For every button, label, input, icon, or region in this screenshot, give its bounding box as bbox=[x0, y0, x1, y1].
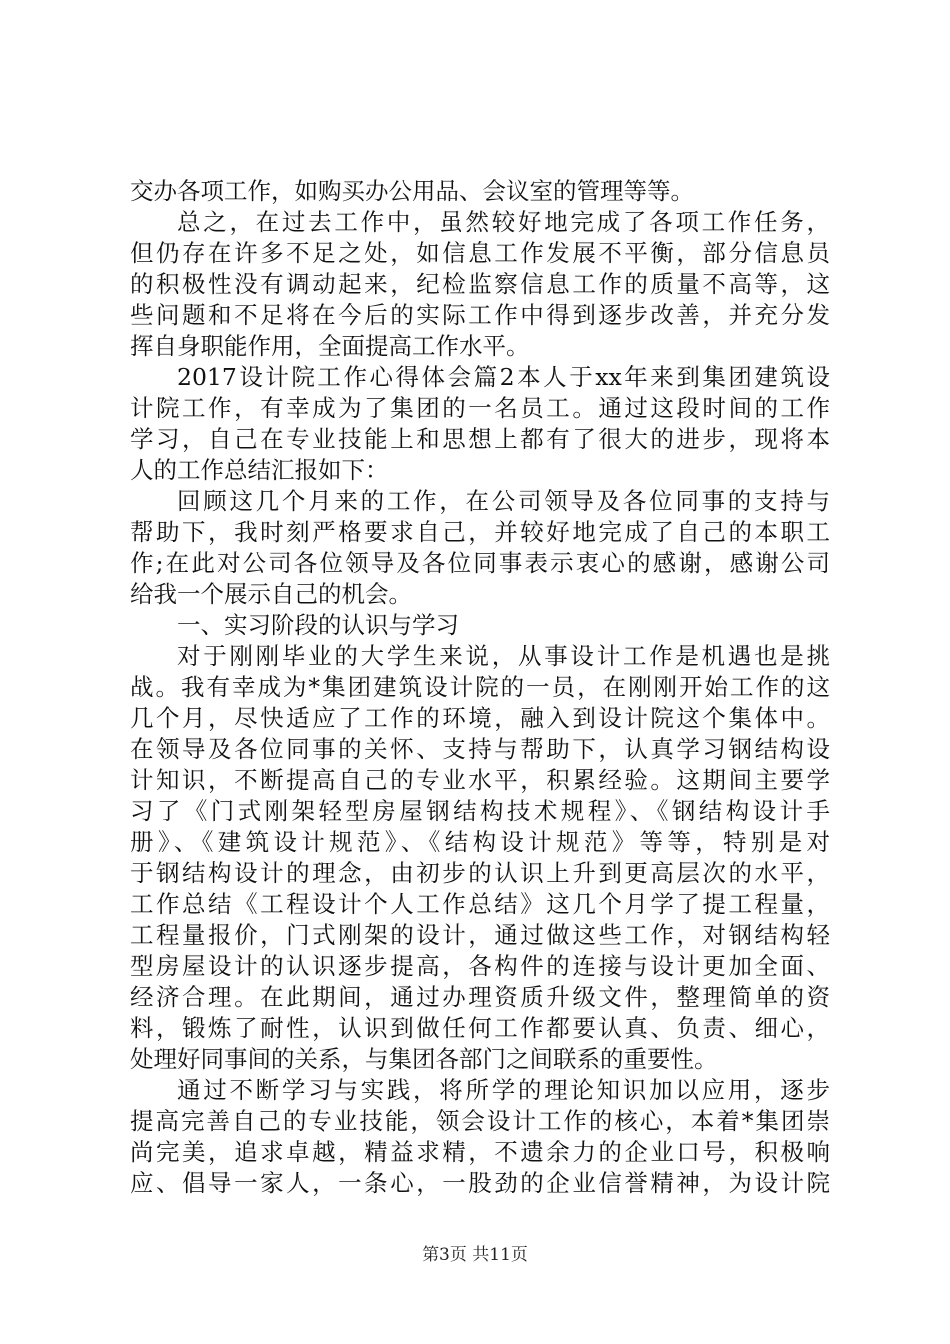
text-line: 作;在此对公司各位领导及各位同事表示衷心的感谢，感谢公司 bbox=[130, 549, 830, 577]
text-line: 提高完善自己的专业技能，领会设计工作的核心，本着*集团崇 bbox=[130, 1107, 830, 1135]
text-line: 人的工作总结汇报如下： bbox=[130, 456, 389, 484]
text-line: 工作总结《工程设计个人工作总结》这几个月学了提工程量， bbox=[130, 890, 830, 918]
text-line: 习了《门式刚架轻型房屋钢结构技术规程》、《钢结构设计手 bbox=[130, 797, 830, 825]
text-line: 处理好同事间的关系，与集团各部门之间联系的重要性。 bbox=[130, 1045, 718, 1073]
text-line: 通过不断学习与实践，将所学的理论知识加以应用，逐步 bbox=[177, 1076, 830, 1104]
text-line: 在领导及各位同事的关怀、支持与帮助下，认真学习钢结构设 bbox=[130, 735, 830, 763]
text-line: 战。我有幸成为*集团建筑设计院的一员，在刚刚开始工作的这 bbox=[130, 673, 830, 701]
document-body bbox=[130, 176, 830, 1199]
text-line: 应、倡导一家人，一条心，一股劲的企业信誉精神，为设计院 bbox=[130, 1169, 830, 1197]
text-line: 计院工作，有幸成为了集团的一名员工。通过这段时间的工作 bbox=[130, 394, 830, 422]
text-line: 些问题和不足将在今后的实际工作中得到逐步改善，并充分发 bbox=[130, 301, 830, 329]
text-line: 计知识，不断提高自己的专业水平，积累经验。这期间主要学 bbox=[130, 766, 830, 794]
text-line: 尚完美，追求卓越，精益求精，不遗余力的企业口号，积极响 bbox=[130, 1138, 830, 1166]
page-footer: 第3页 共11页 bbox=[422, 1245, 528, 1265]
text-line: 学习，自己在专业技能上和思想上都有了很大的进步，现将本 bbox=[130, 425, 830, 453]
text-line: 总之，在过去工作中，虽然较好地完成了各项工作任务， bbox=[177, 208, 830, 236]
text-line: 2017设计院工作心得体会篇2本人于xx年来到集团建筑设 bbox=[177, 363, 830, 391]
text-line: 但仍存在许多不足之处，如信息工作发展不平衡，部分信息员 bbox=[130, 239, 830, 267]
text-line: 帮助下，我时刻严格要求自己，并较好地完成了自己的本职工 bbox=[130, 518, 830, 546]
text-line: 料，锻炼了耐性，认识到做任何工作都要认真、负责、细心， bbox=[130, 1014, 830, 1042]
text-line: 型房屋设计的认识逐步提高，各构件的连接与设计更加全面、 bbox=[130, 952, 830, 980]
text-line: 挥自身职能作用，全面提高工作水平。 bbox=[130, 332, 530, 360]
text-line: 的积极性没有调动起来，纪检监察信息工作的质量不高等，这 bbox=[130, 270, 830, 298]
text-line: 交办各项工作，如购买办公用品、会议室的管理等等。 bbox=[130, 177, 694, 205]
text-line: 册》、《建筑设计规范》、《结构设计规范》等等，特别是对 bbox=[130, 828, 830, 856]
text-line: 一、实习阶段的认识与学习 bbox=[177, 611, 459, 639]
text-line: 于钢结构设计的理念，由初步的认识上升到更高层次的水平， bbox=[130, 859, 830, 887]
text-line: 工程量报价，门式刚架的设计，通过做这些工作，对钢结构轻 bbox=[130, 921, 830, 949]
text-line: 经济合理。在此期间，通过办理资质升级文件，整理简单的资 bbox=[130, 983, 830, 1011]
text-line: 对于刚刚毕业的大学生来说，从事设计工作是机遇也是挑 bbox=[177, 642, 830, 670]
text-line: 给我一个展示自己的机会。 bbox=[130, 580, 412, 608]
text-line: 回顾这几个月来的工作，在公司领导及各位同事的支持与 bbox=[177, 487, 830, 515]
text-line: 几个月，尽快适应了工作的环境，融入到设计院这个集体中。 bbox=[130, 704, 830, 732]
